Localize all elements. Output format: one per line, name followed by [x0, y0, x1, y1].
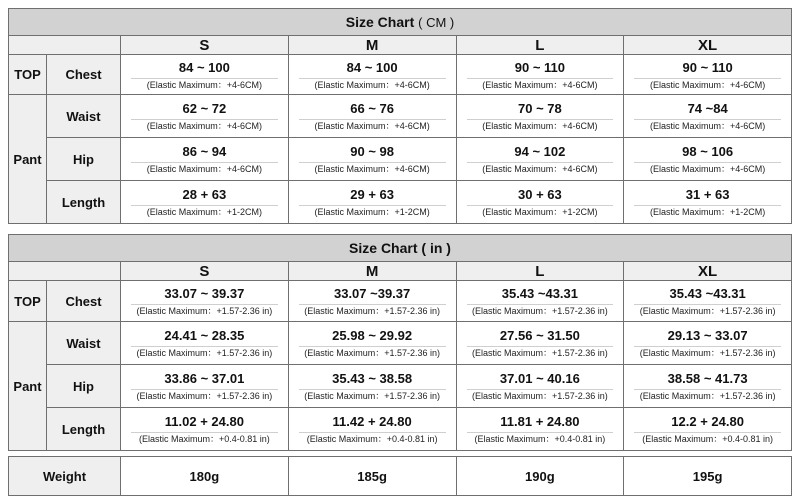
measure-cell — [456, 408, 624, 451]
table-row — [9, 457, 792, 496]
measure-value: 37.01 ~ 40.16 — [499, 371, 580, 386]
measure-value: 35.43 ~43.31 — [501, 286, 579, 301]
measure-value: 31 + 63 — [685, 187, 730, 202]
elastic-note: (Elastic Maximum：+4-6CM) — [467, 119, 614, 132]
measure-cell — [456, 181, 624, 224]
row-label-waist: Waist — [47, 95, 121, 138]
elastic-note: (Elastic Maximum：+4-6CM) — [467, 78, 614, 91]
measure-value: 90 ~ 110 — [682, 59, 733, 75]
measure-value: 35.43 ~ 38.58 — [332, 371, 413, 386]
measure-cell — [121, 365, 289, 408]
table-title — [9, 235, 792, 262]
row-label-weight: Weight — [9, 457, 121, 496]
table-row — [9, 281, 792, 322]
elastic-note: (Elastic Maximum：+1.57-2.36 in) — [131, 304, 278, 317]
measure-value: 94 ~ 102 — [514, 144, 566, 159]
size-header-m: M — [288, 262, 456, 281]
elastic-note: (Elastic Maximum：+1.57-2.36 in) — [299, 389, 446, 402]
measure-value: 90 ~ 110 — [514, 59, 565, 75]
elastic-note: (Elastic Maximum：+1-2CM) — [634, 205, 781, 218]
measure-value: 11.02 + 24.80 — [164, 414, 244, 429]
measure-value: 25.98 ~ 29.92 — [332, 328, 413, 343]
elastic-note: (Elastic Maximum：+1.57-2.36 in) — [467, 346, 614, 359]
elastic-note: (Elastic Maximum：+4-6CM) — [467, 162, 614, 175]
size-header-l: L — [456, 36, 624, 55]
table-row — [9, 322, 792, 365]
measure-cell — [121, 408, 289, 451]
measure-cell — [624, 408, 792, 451]
measure-value: 27.56 ~ 31.50 — [499, 328, 580, 343]
measure-cell — [624, 322, 792, 365]
measure-cell — [288, 408, 456, 451]
measure-cell — [121, 281, 289, 322]
table-title-text: Size Chart — [345, 14, 415, 30]
measure-cell — [456, 365, 624, 408]
size-header-s: S — [121, 36, 289, 55]
row-label-hip: Hip — [47, 138, 121, 181]
group-label-top: TOP — [9, 55, 47, 95]
group-label-pant: Pant — [9, 95, 47, 224]
measure-value: 62 ~ 72 — [182, 101, 227, 116]
measure-value: 38.58 ~ 41.73 — [667, 371, 748, 386]
elastic-note: (Elastic Maximum：+1.57-2.36 in) — [634, 389, 781, 402]
table-row — [9, 95, 792, 138]
measure-value: 33.07 ~ 39.37 — [164, 286, 245, 301]
table-row — [9, 55, 792, 95]
elastic-note: (Elastic Maximum：+0.4-0.81 in) — [634, 432, 781, 445]
table-row — [9, 365, 792, 408]
measure-cell — [288, 281, 456, 322]
elastic-note: (Elastic Maximum：+1.57-2.36 in) — [634, 346, 781, 359]
weight-value-s: 180g — [121, 457, 289, 496]
size-header-m: M — [288, 36, 456, 55]
elastic-note: (Elastic Maximum：+1.57-2.36 in) — [299, 304, 446, 317]
size-header-xl: XL — [624, 262, 792, 281]
elastic-note: (Elastic Maximum：+0.4-0.81 in) — [131, 432, 278, 445]
measure-cell — [624, 138, 792, 181]
elastic-note: (Elastic Maximum：+4-6CM) — [131, 78, 278, 91]
table-title-unit: ( in ) — [421, 240, 451, 256]
measure-value: 84 ~ 100 — [178, 59, 230, 75]
measure-cell — [288, 138, 456, 181]
measure-value: 86 ~ 94 — [182, 144, 227, 159]
weight-value-l: 190g — [456, 457, 624, 496]
elastic-note: (Elastic Maximum：+4-6CM) — [131, 119, 278, 132]
size-header-l: L — [456, 262, 624, 281]
elastic-note: (Elastic Maximum：+4-6CM) — [634, 119, 781, 132]
weight-value-m: 185g — [288, 457, 456, 496]
group-label-pant: Pant — [9, 322, 47, 451]
measure-value: 11.81 + 24.80 — [500, 414, 580, 429]
row-label-chest: Chest — [47, 281, 121, 322]
elastic-note: (Elastic Maximum：+1-2CM) — [131, 205, 278, 218]
table-row — [9, 138, 792, 181]
measure-cell — [624, 281, 792, 322]
elastic-note: (Elastic Maximum：+1-2CM) — [467, 205, 614, 218]
measure-value: 28 + 63 — [182, 187, 227, 202]
elastic-note: (Elastic Maximum：+1.57-2.36 in) — [299, 346, 446, 359]
row-label-length: Length — [47, 408, 121, 451]
elastic-note: (Elastic Maximum：+4-6CM) — [299, 119, 446, 132]
weight-value-xl: 195g — [624, 457, 792, 496]
measure-cell — [121, 95, 289, 138]
table-title-text: Size Chart — [349, 240, 418, 256]
measure-value: 90 ~ 98 — [350, 144, 394, 159]
size-header-xl: XL — [624, 36, 792, 55]
measure-value: 70 ~ 78 — [518, 101, 562, 116]
measure-value: 74 ~84 — [687, 101, 728, 116]
elastic-note: (Elastic Maximum：+1.57-2.36 in) — [467, 389, 614, 402]
measure-value: 33.86 ~ 37.01 — [164, 371, 245, 386]
measure-cell — [624, 55, 792, 95]
measure-cell — [624, 95, 792, 138]
measure-value: 24.41 ~ 28.35 — [164, 328, 245, 343]
table-row — [9, 181, 792, 224]
weight-table — [8, 456, 792, 496]
measure-cell — [121, 138, 289, 181]
measure-value: 11.42 + 24.80 — [332, 414, 412, 429]
header-corner — [9, 262, 121, 281]
measure-value: 29.13 ~ 33.07 — [667, 328, 748, 343]
row-label-hip: Hip — [47, 365, 121, 408]
measure-cell — [288, 181, 456, 224]
table-row — [9, 408, 792, 451]
size-chart-cm-table — [8, 8, 792, 224]
measure-value: 30 + 63 — [518, 187, 562, 202]
measure-cell — [288, 365, 456, 408]
measure-cell — [456, 322, 624, 365]
measure-cell — [624, 181, 792, 224]
measure-value: 98 ~ 106 — [682, 144, 734, 159]
measure-cell — [288, 95, 456, 138]
elastic-note: (Elastic Maximum：+4-6CM) — [131, 162, 278, 175]
size-chart-in-table — [8, 234, 792, 451]
elastic-note: (Elastic Maximum：+0.4-0.81 in) — [467, 432, 614, 445]
measure-value: 35.43 ~43.31 — [669, 286, 746, 301]
elastic-note: (Elastic Maximum：+1-2CM) — [299, 205, 446, 218]
elastic-note: (Elastic Maximum：+1.57-2.36 in) — [131, 346, 278, 359]
measure-value: 33.07 ~39.37 — [333, 286, 411, 301]
size-header-s: S — [121, 262, 289, 281]
measure-cell — [288, 55, 456, 95]
elastic-note: (Elastic Maximum：+4-6CM) — [299, 78, 446, 91]
measure-value: 84 ~ 100 — [346, 59, 398, 75]
measure-cell — [624, 365, 792, 408]
measure-cell — [456, 138, 624, 181]
elastic-note: (Elastic Maximum：+4-6CM) — [634, 162, 781, 175]
elastic-note: (Elastic Maximum：+4-6CM) — [634, 78, 781, 91]
elastic-note: (Elastic Maximum：+4-6CM) — [299, 162, 446, 175]
row-label-chest: Chest — [47, 55, 121, 95]
row-label-length: Length — [47, 181, 121, 224]
measure-cell — [121, 322, 289, 365]
elastic-note: (Elastic Maximum：+1.57-2.36 in) — [634, 304, 781, 317]
elastic-note: (Elastic Maximum：+0.4-0.81 in) — [299, 432, 446, 445]
measure-cell — [121, 55, 289, 95]
measure-value: 12.2 + 24.80 — [671, 414, 744, 429]
measure-cell — [456, 95, 624, 138]
measure-cell — [456, 281, 624, 322]
measure-cell — [121, 181, 289, 224]
elastic-note: (Elastic Maximum：+1.57-2.36 in) — [131, 389, 278, 402]
table-title-unit: ( CM ) — [418, 15, 455, 30]
elastic-note: (Elastic Maximum：+1.57-2.36 in) — [467, 304, 614, 317]
group-label-top: TOP — [9, 281, 47, 322]
measure-cell — [456, 55, 624, 95]
measure-value: 29 + 63 — [350, 187, 394, 202]
table-title — [9, 9, 792, 36]
measure-cell — [288, 322, 456, 365]
row-label-waist: Waist — [47, 322, 121, 365]
measure-value: 66 ~ 76 — [350, 101, 394, 116]
header-corner — [9, 36, 121, 55]
